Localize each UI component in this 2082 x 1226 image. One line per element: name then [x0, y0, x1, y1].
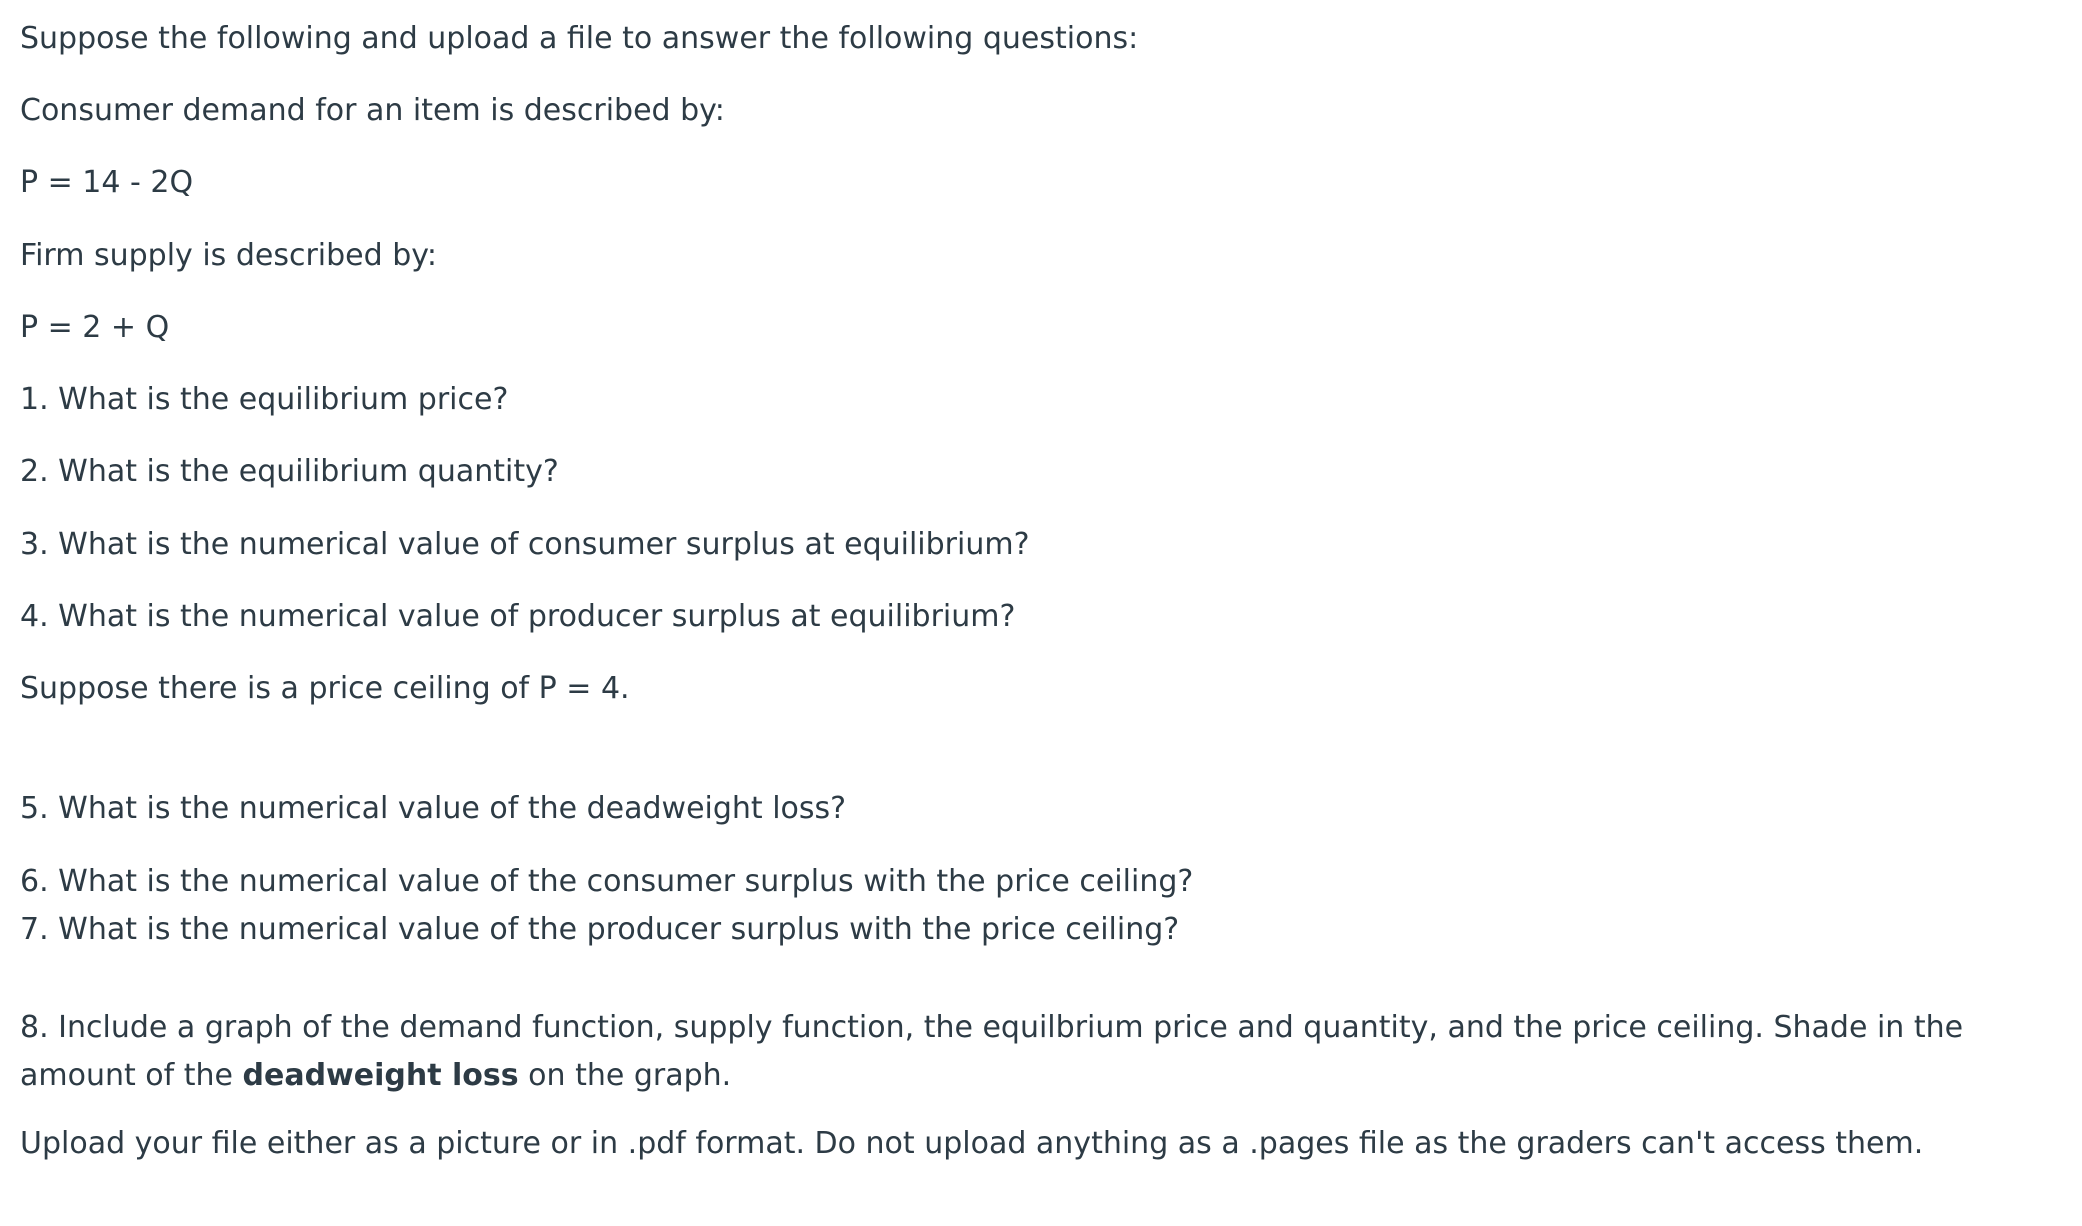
demand-equation: P = 14 - 2Q	[20, 165, 194, 200]
question-7: 7. What is the numerical value of the producer surplus with the price ceiling?	[20, 912, 1180, 947]
supply-equation: P = 2 + Q	[20, 310, 170, 345]
question-8-text: 8. Include a graph of the demand function, supply function, the equilbrium price and quantity, and the price ceiling. Shade in the amount of the	[20, 1010, 1964, 1093]
intro-text: Suppose the following and upload a file to answer the following questions:	[20, 21, 1139, 56]
question-4: 4. What is the numerical value of producer surplus at equilibrium?	[20, 599, 1016, 634]
question-2: 2. What is the equilibrium quantity?	[20, 454, 559, 489]
question-6: 6. What is the numerical value of the consumer surplus with the price ceiling?	[20, 864, 1194, 899]
price-ceiling-statement: Suppose there is a price ceiling of P = 4.	[20, 671, 630, 706]
question-5: 5. What is the numerical value of the deadweight loss?	[20, 791, 847, 826]
question-3: 3. What is the numerical value of consumer surplus at equilibrium?	[20, 527, 1030, 562]
question-8-text-end: on the graph.	[518, 1058, 732, 1093]
demand-label: Consumer demand for an item is described by:	[20, 93, 725, 128]
question-1: 1. What is the equilibrium price?	[20, 382, 509, 417]
supply-label: Firm supply is described by:	[20, 238, 437, 273]
question-8	[20, 1004, 2055, 1100]
upload-instructions: Upload your file either as a picture or in .pdf format. Do not upload anything as a .pages file as the graders can't access them.	[20, 1126, 1924, 1161]
question-8-emphasis: deadweight loss	[242, 1058, 519, 1093]
